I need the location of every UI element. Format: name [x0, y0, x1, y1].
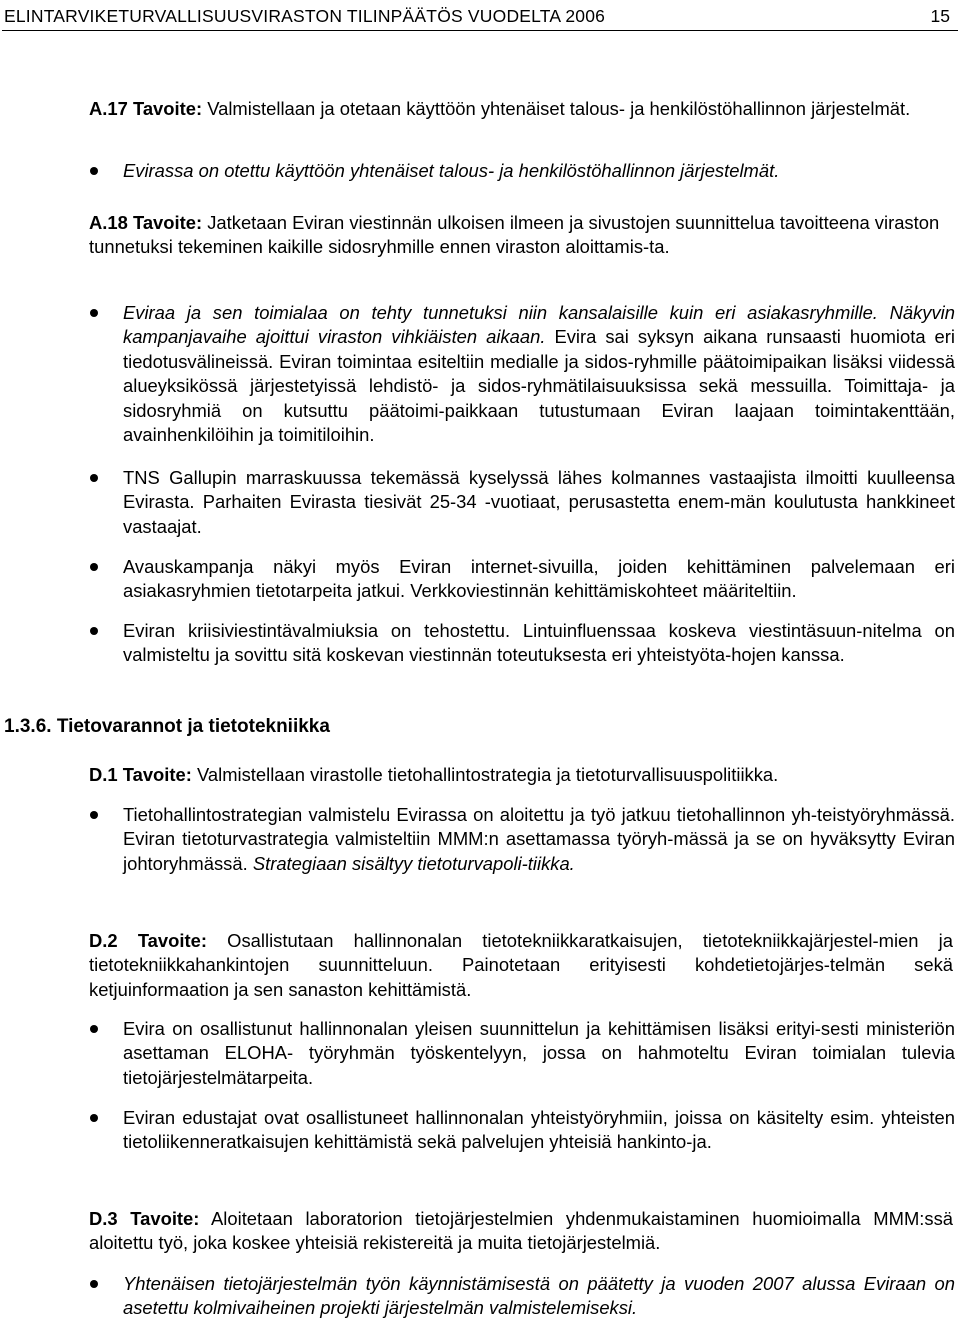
goal-text: Valmistellaan ja otetaan käyttöön yhtenäiset talous- ja henkilöstöhallinnon järjestelmät. [202, 98, 911, 119]
goal-text: Jatketaan Eviran viestinnän ulkoisen ilmeen ja sivustojen suunnittelua tavoitteena viraston tunnetuksi tekeminen kaikille sidosryhmille ennen viraston aloittamis-ta. [89, 212, 940, 258]
bullet-d3-1: Yhtenäisen tietojärjestelmän työn käynnistämisestä on päätetty ja vuoden 2007 alussa Eviraan on asetettu kolmivaiheinen projekti järjestelmän valmistelemiseksi. [123, 1273, 955, 1319]
bullet-dot [90, 474, 98, 482]
goal-label: D.3 Tavoite: [89, 1208, 200, 1229]
bullet-dot [90, 1025, 98, 1033]
goal-label: D.2 Tavoite: [89, 930, 207, 951]
goal-text: Valmistellaan virastolle tietohallintostrategia ja tietoturvallisuuspolitiikka. [191, 764, 779, 785]
goal-label: D.1 Tavoite: [89, 764, 192, 785]
goal-a17 [89, 97, 953, 121]
goal-text: Aloitetaan laboratorion tietojärjestelmien yhdenmukaistaminen huomioimalla MMM:ssä aloitettu työ, joka koskee yhteisiä rekistereitä ja muita tietojärjestelmiä. [89, 1208, 953, 1254]
goal-d1 [89, 763, 953, 787]
bullet-text: Tietohallintostrategian valmistelu Evirassa on aloitettu ja työ jatkuu tietohallinnon yh-teistyöryhmässä. Eviran tietoturvastrategia valmisteltiin MMM:n asettamassa työryh-mässä ja se on hyväksytty Eviran johtoryhmässä. [123, 804, 955, 874]
page-header [2, 6, 958, 31]
goal-d3 [89, 1207, 953, 1256]
goal-label: A.17 Tavoite: [89, 98, 203, 119]
bullet-a18-2: TNS Gallupin marraskuussa tekemässä kyselyssä lähes kolmannes vastaajista ilmoitti kuulleensa Evirasta. Parhaiten Evirasta tiesivät 25-34 -vuotiaat, perusastetta enem-män koulutusta hankkineet vastaajat. [123, 467, 955, 537]
bullet-d2-2: Eviran edustajat ovat osallistuneet hallinnonalan yhteistyöryhmiin, joissa on käsitelty esim. yhteisten tietoliikenneratkaisujen kehittämistä sekä palvelujen yhteisiä hankinto-ja. [123, 1107, 955, 1153]
bullet-dot [90, 309, 98, 317]
bullet-dot [90, 563, 98, 571]
bullet-dot [90, 1114, 98, 1122]
bullet-text: Evira sai syksyn aikana runsaasti huomiota eri tiedotusvälineissä. Eviran toimintaa esiteltiin medialle ja sidos-ryhmille päätoimipaikan lisäksi viidessä alueyksikössä järjestetyissä lehdistö- ja sidos-ryhmätilaisuuksissa sekä messuilla. Toimittaja- ja sidosryhmiä on kutsuttu päätoimi-paikkaan tutustumaan Eviran laajaan toimintakenttään, avainhenkilöihin ja toimitiloihin. [123, 326, 955, 446]
bullet-italic-text: Strategiaan sisältyy tietoturvapoli-tiikka. [247, 852, 575, 874]
bullet-a18-1 [123, 301, 955, 447]
bullet-dot [90, 811, 98, 819]
goal-label: A.18 Tavoite: [89, 212, 203, 233]
goal-a18 [89, 211, 953, 260]
bullet-a18-3: Avauskampanja näkyi myös Eviran internet-sivuilla, joiden kehittäminen palvelemaan eri asiakasryhmien tietotarpeita jatkui. Verkkoviestinnän kehittämiskohteet määriteltiin. [123, 556, 955, 602]
bullet-dot [90, 1280, 98, 1288]
bullet-dot [90, 167, 98, 175]
document-title: ELINTARVIKETURVALLISUUSVIRASTON TILINPÄÄTÖS VUODELTA 2006 [4, 6, 606, 26]
section-heading [4, 716, 330, 738]
section-number: 1.3.6. [4, 716, 52, 737]
page-number: 15 [930, 6, 950, 26]
goal-text: Osallistutaan hallinnonalan tietotekniikkaratkaisujen, tietotekniikkajärjestel-mien ja tietotekniikkahankintojen suunnitteluun. Painotetaan erityisesti kohdetietojärjes-telmän sekä ketjuinformaation ja sen sanaston kehittämistä. [89, 930, 953, 1000]
goal-d2 [89, 929, 953, 1002]
bullet-d1-1 [123, 803, 955, 876]
section-title: Tietovarannot ja tietotekniikka [56, 716, 330, 737]
bullet-italic-text: Eviraa ja sen toimialaa on tehty tunnetuksi niin kansalaisille kuin eri asiakasryhmille. Näkyvin kampanjavaihe ajoittui viraston vihkiäisten aikaan. [123, 302, 955, 348]
bullet-a17-1: Evirassa on otettu käyttöön yhtenäiset talous- ja henkilöstöhallinnon järjestelmät. [123, 160, 780, 181]
bullet-d2-1: Evira on osallistunut hallinnonalan yleisen suunnittelun ja kehittämisen lisäksi erityi-sesti ministeriön asettaman ELOHA- työryhmän työskentelyyn, jossa on hahmoteltu Eviran toimialan tulevia tietojärjestelmätarpeita. [123, 1018, 955, 1088]
bullet-a18-4: Eviran kriisiviestintävalmiuksia on tehostettu. Lintuinfluenssaa koskeva viestintäsuun-nitelma on valmisteltu ja sovittu sitä koskevan viestinnän toteutuksesta eri yhteistyöta-hojen kanssa. [123, 620, 955, 666]
bullet-dot [90, 627, 98, 635]
